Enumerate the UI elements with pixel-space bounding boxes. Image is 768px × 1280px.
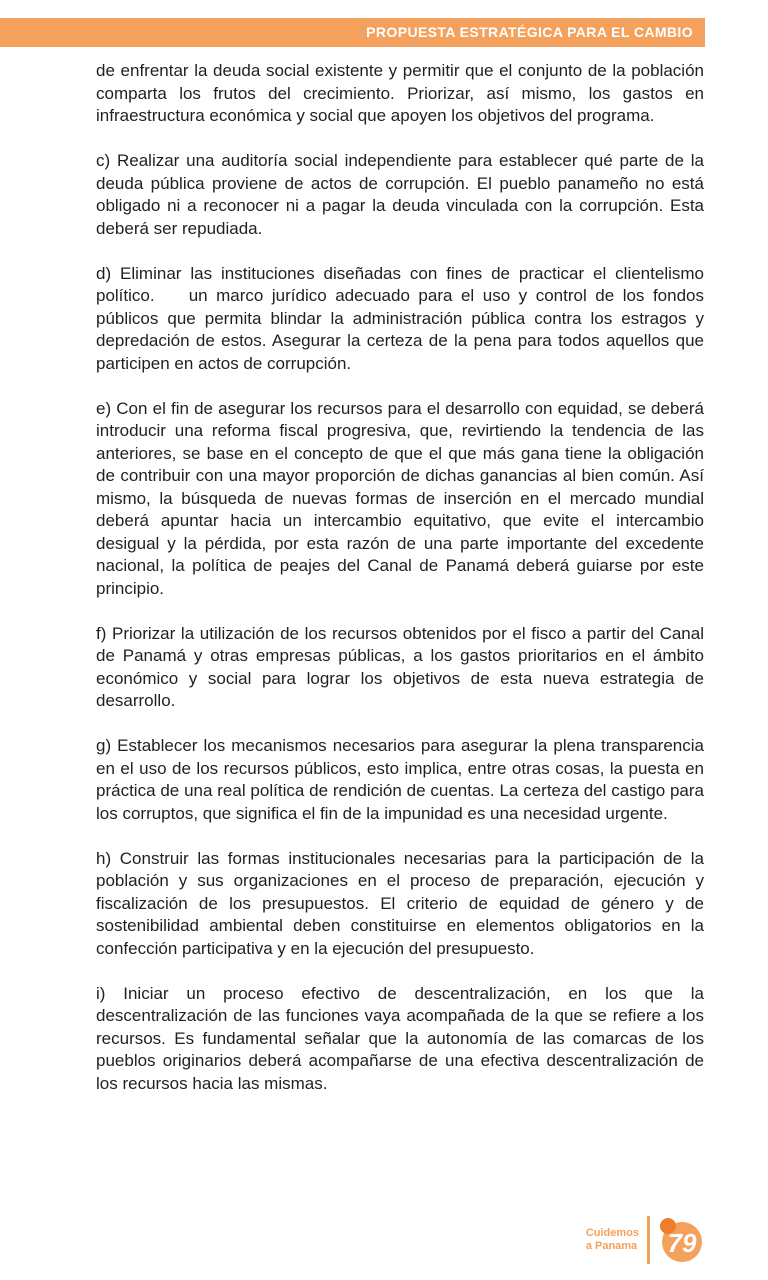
paragraph-g: g) Establecer los mecanismos necesarios para asegurar la plena transparencia en el uso de los recursos públicos, esto implica, entre otras cosas, la puesta en práctica de una real política de rendición de cuentas. La certeza del castigo para los corruptos, que significa el fin de la impunidad es una necesidad urgente. (96, 736, 704, 823)
paragraph-i: i) Iniciar un proceso efectivo de descentralización, en los que la descentralización de las funciones vaya acompañada de la que se refiere a los recursos. Es fundamental señalar que la autonomía de las comarcas de los pueblos originarios deberá acompañarse de una efectiva descentralización de los recursos hacia las mismas. (96, 983, 704, 1093)
paragraph-f: f) Priorizar la utilización de los recursos obtenidos por el fisco a partir del Canal de Panamá y otras empresas públicas, a los gastos prioritarios en el ámbito económico y social para lograr los objetivos de esta nueva estrategia de desarrollo. (96, 623, 704, 710)
footer-slogan (586, 1227, 639, 1253)
logo-number: 79 (667, 1228, 697, 1258)
footer-slogan-line2: a Panama (585, 1240, 638, 1252)
paragraph-continuation: de enfrentar la deuda social existente y permitir que el conjunto de la población comparta los frutos del crecimiento. Priorizar, así mismo, los gastos en infraestructura económica y social que apoyen los objetivos del programa. (96, 61, 704, 125)
footer-slogan-line1: Cuidemos (585, 1227, 639, 1239)
footer-divider (647, 1216, 650, 1264)
paragraph-e: e) Con el fin de asegurar los recursos para el desarrollo con equidad, se deberá introducir una reforma fiscal progresiva, que, revirtiendo la tendencia de las anteriores, se base en el concepto de que el que más gana tiene la obligación de contribuir con una mayor proporción de dichas ganancias al bien común. Así mismo, la búsqueda de nuevas formas de inserción en el mercado mundial deberá apuntar hacia un intercambio equitativo, que evite el intercambio desigual y la pérdida, por esta razón de una parte importante del excedente nacional, la política de peajes del Canal de Panamá deberá guiarse por este principio. (96, 398, 704, 598)
paragraph-c: c) Realizar una auditoría social independiente para establecer qué parte de la deuda pública proviene de actos de corrupción. El pueblo panameño no está obligado ni a reconocer ni a pagar la deuda vinculada con la corrupción. Esta deberá ser repudiada. (96, 151, 704, 238)
header-band (0, 18, 705, 47)
header-title: PROPUESTA ESTRATÉGICA PARA EL CAMBIO (366, 24, 693, 40)
footer (586, 1216, 704, 1264)
paragraph-d: d) Eliminar las instituciones diseñadas con fines de practicar el clientelismo político. un marco jurídico adecuado para el uso y control de los fondos públicos que permita blindar la administración pública contra los estragos y depredación de estos. Asegurar la certeza de la pena para todos aquellos que participen en actos de corrupción. (96, 263, 709, 373)
document-body (96, 60, 709, 1118)
campaign-79-logo-icon (656, 1216, 704, 1264)
paragraph-h: h) Construir las formas institucionales necesarias para la participación de la población y sus organizaciones en el proceso de preparación, ejecución y fiscalización de los presupuestos. El criterio de equidad de género y de sostenibilidad ambiental deben constituirse en elementos obligatorios en la confección participativa y en la ejecución del presupuesto. (96, 848, 704, 958)
